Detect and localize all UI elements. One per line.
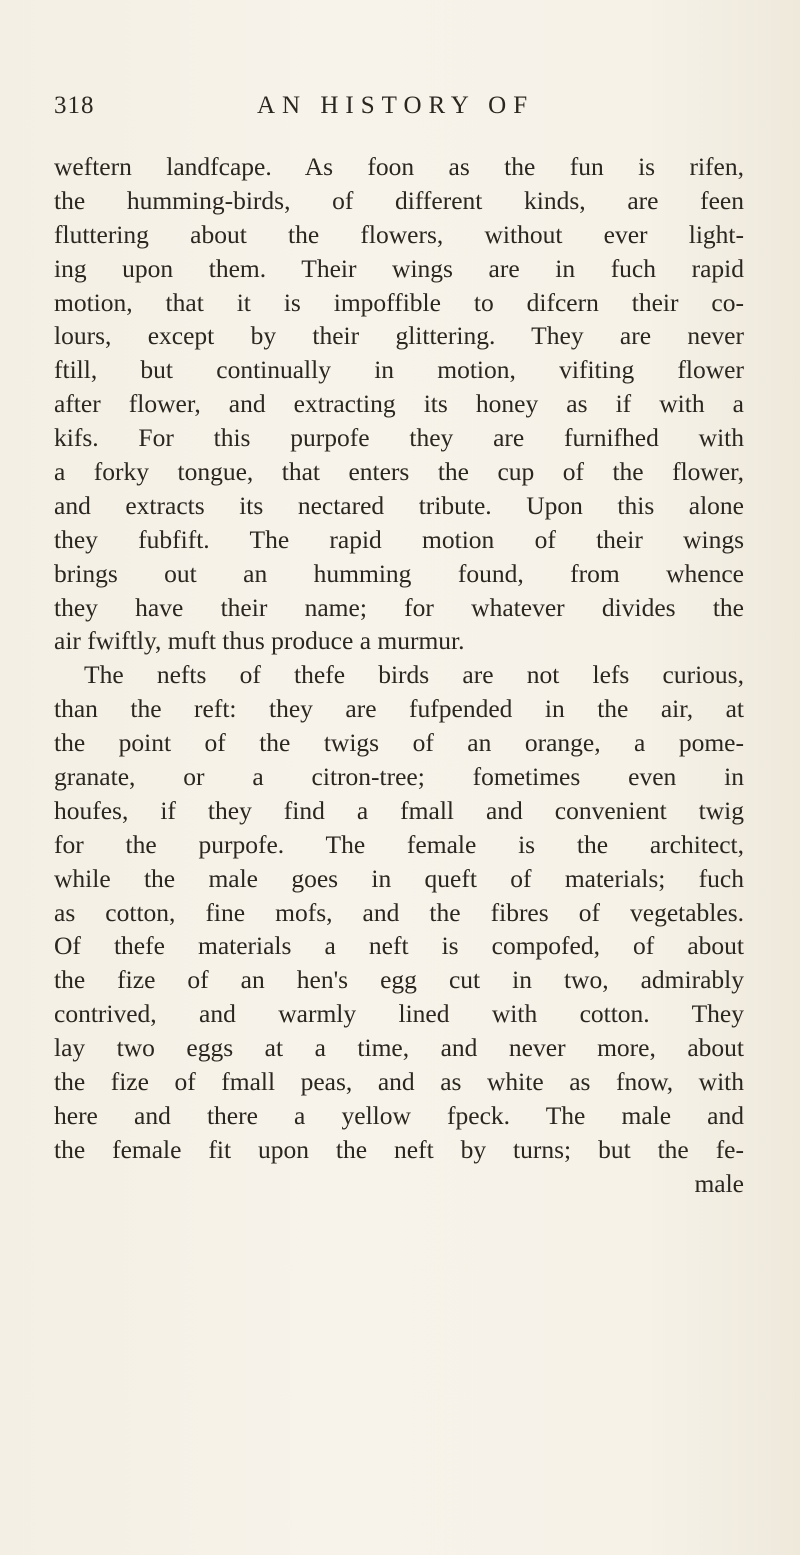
text-line: contrived, and warmly lined with cotton. They bbox=[54, 999, 744, 1029]
text-line: granate, or a citron-tree; fometimes even in bbox=[54, 762, 744, 792]
text-line: lay two eggs at a time, and never more, about bbox=[54, 1033, 744, 1063]
text-line: the fize of an hen's egg cut in two, admirably bbox=[54, 965, 744, 995]
text-line: fluttering about the flowers, without ever light- bbox=[54, 219, 744, 249]
running-head bbox=[54, 92, 714, 132]
text-line: than the reft: they are fufpended in the air, at bbox=[54, 694, 744, 724]
text-line: ftill, but continually in motion, vifiting flower bbox=[54, 355, 744, 385]
text-line: brings out an humming found, from whence bbox=[54, 558, 744, 588]
text-line: motion, that it is impoffible to difcern their co- bbox=[54, 287, 744, 317]
text-line: the female fit upon the neft by turns; but the fe- bbox=[54, 1134, 744, 1164]
text-line: and extracts its nectared tribute. Upon this alone bbox=[54, 490, 744, 520]
text-line: after flower, and extracting its honey as if with a bbox=[54, 389, 744, 419]
running-title: AN HISTORY OF bbox=[257, 92, 535, 119]
text-line: a forky tongue, that enters the cup of the flower, bbox=[54, 457, 744, 487]
text-line: lours, except by their glittering. They are never bbox=[54, 321, 744, 351]
body-text bbox=[54, 150, 744, 1201]
text-line: the humming-birds, of different kinds, are feen bbox=[54, 185, 744, 215]
text-line: the fize of fmall peas, and as white as fnow, with bbox=[54, 1067, 744, 1097]
text-line: the point of the twigs of an orange, a pome- bbox=[54, 728, 744, 758]
page-number: 318 bbox=[54, 92, 95, 119]
text-line: as cotton, fine mofs, and the fibres of vegetables. bbox=[54, 897, 744, 927]
catchword: male bbox=[694, 1168, 744, 1198]
text-line: they have their name; for whatever divides the bbox=[54, 592, 744, 622]
text-line: here and there a yellow fpeck. The male and bbox=[54, 1100, 744, 1130]
text-line: while the male goes in queft of materials; fuch bbox=[54, 863, 744, 893]
text-line: Of thefe materials a neft is compofed, of about bbox=[54, 931, 744, 961]
text-line: air fwiftly, muft thus produce a murmur. bbox=[54, 626, 465, 656]
text-line: houfes, if they find a fmall and convenient twig bbox=[54, 795, 744, 825]
text-line: weftern landfcape. As foon as the fun is rifen, bbox=[54, 152, 744, 181]
text-line: ing upon them. Their wings are in fuch rapid bbox=[54, 253, 744, 283]
text-line: for the purpofe. The female is the architect, bbox=[54, 829, 744, 859]
text-line: they fubfift. The rapid motion of their wings bbox=[54, 524, 744, 554]
text-line-paragraph-start: The nefts of thefe birds are not lefs curious, bbox=[84, 660, 744, 690]
text-line: kifs. For this purpofe they are furnifhed with bbox=[54, 423, 744, 453]
